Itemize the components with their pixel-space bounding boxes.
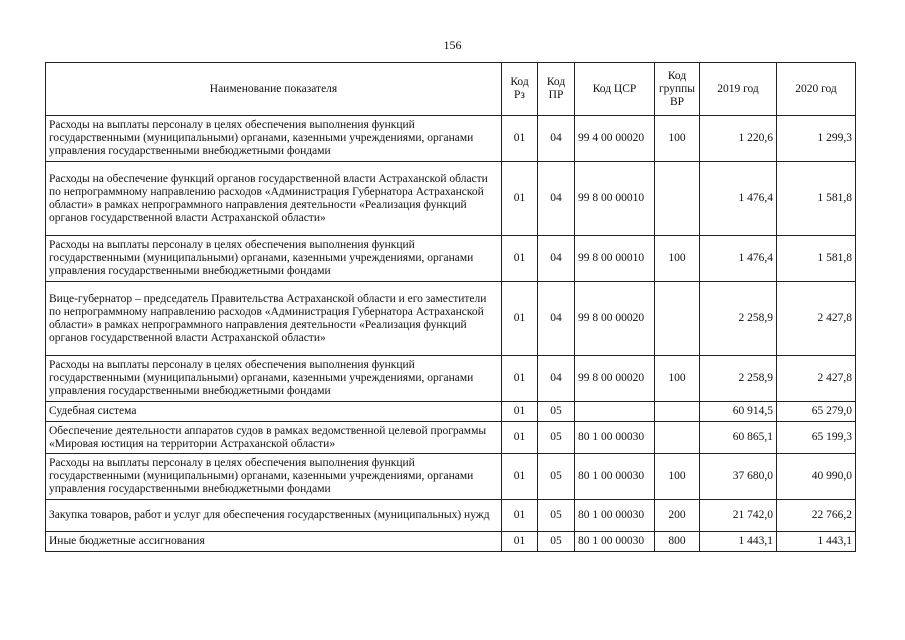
row-csr: 99 8 00 00010 [575,162,655,236]
table-row [46,356,856,402]
row-2020: 1 299,3 [777,116,856,162]
row-name: Судебная система [46,402,502,422]
row-rz: 01 [502,116,538,162]
row-rz: 01 [502,356,538,402]
row-2019: 37 680,0 [700,454,777,500]
row-2020: 65 279,0 [777,402,856,422]
row-pr: 05 [538,532,575,552]
row-2019: 2 258,9 [700,356,777,402]
row-2019: 1 476,4 [700,236,777,282]
row-vr [655,422,700,454]
table-row [46,454,856,500]
row-vr [655,402,700,422]
row-csr: 99 4 00 00020 [575,116,655,162]
header-name: Наименование показателя [46,63,502,116]
table-row [46,402,856,422]
row-name: Расходы на обеспечение функций органов государственной власти Астраханской области по непрограммному направлению расходов «Администрация Губернатора Астраханской области» в рамках непрограммного направления деятельности «Реализация функций органов государственной власти Астраханской области» [46,162,502,236]
row-2020: 2 427,8 [777,356,856,402]
table-row [46,162,856,236]
table-row [46,282,856,356]
row-vr: 100 [655,236,700,282]
header-pr: Код ПР [538,63,575,116]
row-name: Закупка товаров, работ и услуг для обеспечения государственных (муниципальных) нужд [46,500,502,532]
row-2019: 1 443,1 [700,532,777,552]
row-rz: 01 [502,500,538,532]
row-name: Вице-губернатор – председатель Правительства Астраханской области и его заместители по непрограммному направлению расходов «Администрация Губернатора Астраханской области» в рамках непрограммного направления деятельности «Реализация функций органов государственной власти Астраханской области» [46,282,502,356]
row-pr: 05 [538,422,575,454]
row-pr: 04 [538,162,575,236]
row-rz: 01 [502,422,538,454]
row-name: Расходы на выплаты персоналу в целях обеспечения выполнения функций государственными (муниципальными) органами, казенными учреждениями, органами управления государственными внебюджетными фондами [46,236,502,282]
row-2020: 22 766,2 [777,500,856,532]
table-row [46,532,856,552]
row-csr: 99 8 00 00020 [575,282,655,356]
row-csr: 99 8 00 00020 [575,356,655,402]
row-name: Расходы на выплаты персоналу в целях обеспечения выполнения функций государственными (муниципальными) органами, казенными учреждениями, органами управления государственными внебюджетными фондами [46,116,502,162]
row-pr: 04 [538,236,575,282]
table-header-row [46,63,856,116]
row-vr: 800 [655,532,700,552]
row-rz: 01 [502,402,538,422]
row-csr: 99 8 00 00010 [575,236,655,282]
row-csr: 80 1 00 00030 [575,454,655,500]
header-2019: 2019 год [700,63,777,116]
row-vr: 100 [655,356,700,402]
row-2020: 1 443,1 [777,532,856,552]
row-pr: 04 [538,116,575,162]
row-csr: 80 1 00 00030 [575,500,655,532]
row-vr [655,282,700,356]
row-vr: 100 [655,454,700,500]
table-row [46,236,856,282]
row-2019: 60 914,5 [700,402,777,422]
row-2019: 60 865,1 [700,422,777,454]
row-2020: 2 427,8 [777,282,856,356]
row-pr: 04 [538,356,575,402]
row-vr: 200 [655,500,700,532]
row-csr: 80 1 00 00030 [575,532,655,552]
table-row [46,500,856,532]
row-2019: 1 220,6 [700,116,777,162]
row-name: Расходы на выплаты персоналу в целях обеспечения выполнения функций государственными (муниципальными) органами, казенными учреждениями, органами управления государственными внебюджетными фондами [46,356,502,402]
row-pr: 05 [538,454,575,500]
header-csr: Код ЦСР [575,63,655,116]
row-pr: 04 [538,282,575,356]
row-name: Расходы на выплаты персоналу в целях обеспечения выполнения функций государственными (муниципальными) органами, казенными учреждениями, органами управления государственными внебюджетными фондами [46,454,502,500]
row-2020: 65 199,3 [777,422,856,454]
row-2019: 1 476,4 [700,162,777,236]
header-vr: Код группы ВР [655,63,700,116]
row-2020: 1 581,8 [777,162,856,236]
table-row [46,116,856,162]
budget-table [45,62,856,552]
row-rz: 01 [502,454,538,500]
table-row [46,422,856,454]
row-2020: 40 990,0 [777,454,856,500]
header-2020: 2020 год [777,63,856,116]
header-rz: Код Рз [502,63,538,116]
row-2019: 2 258,9 [700,282,777,356]
row-rz: 01 [502,236,538,282]
row-rz: 01 [502,162,538,236]
row-csr [575,402,655,422]
row-vr: 100 [655,116,700,162]
row-pr: 05 [538,500,575,532]
row-name: Иные бюджетные ассигнования [46,532,502,552]
row-vr [655,162,700,236]
row-rz: 01 [502,282,538,356]
row-2019: 21 742,0 [700,500,777,532]
row-name: Обеспечение деятельности аппаратов судов в рамках ведомственной целевой программы «Мировая юстиция на территории Астраханской области» [46,422,502,454]
page-number: 156 [443,38,462,52]
row-csr: 80 1 00 00030 [575,422,655,454]
row-pr: 05 [538,402,575,422]
row-2020: 1 581,8 [777,236,856,282]
row-rz: 01 [502,532,538,552]
